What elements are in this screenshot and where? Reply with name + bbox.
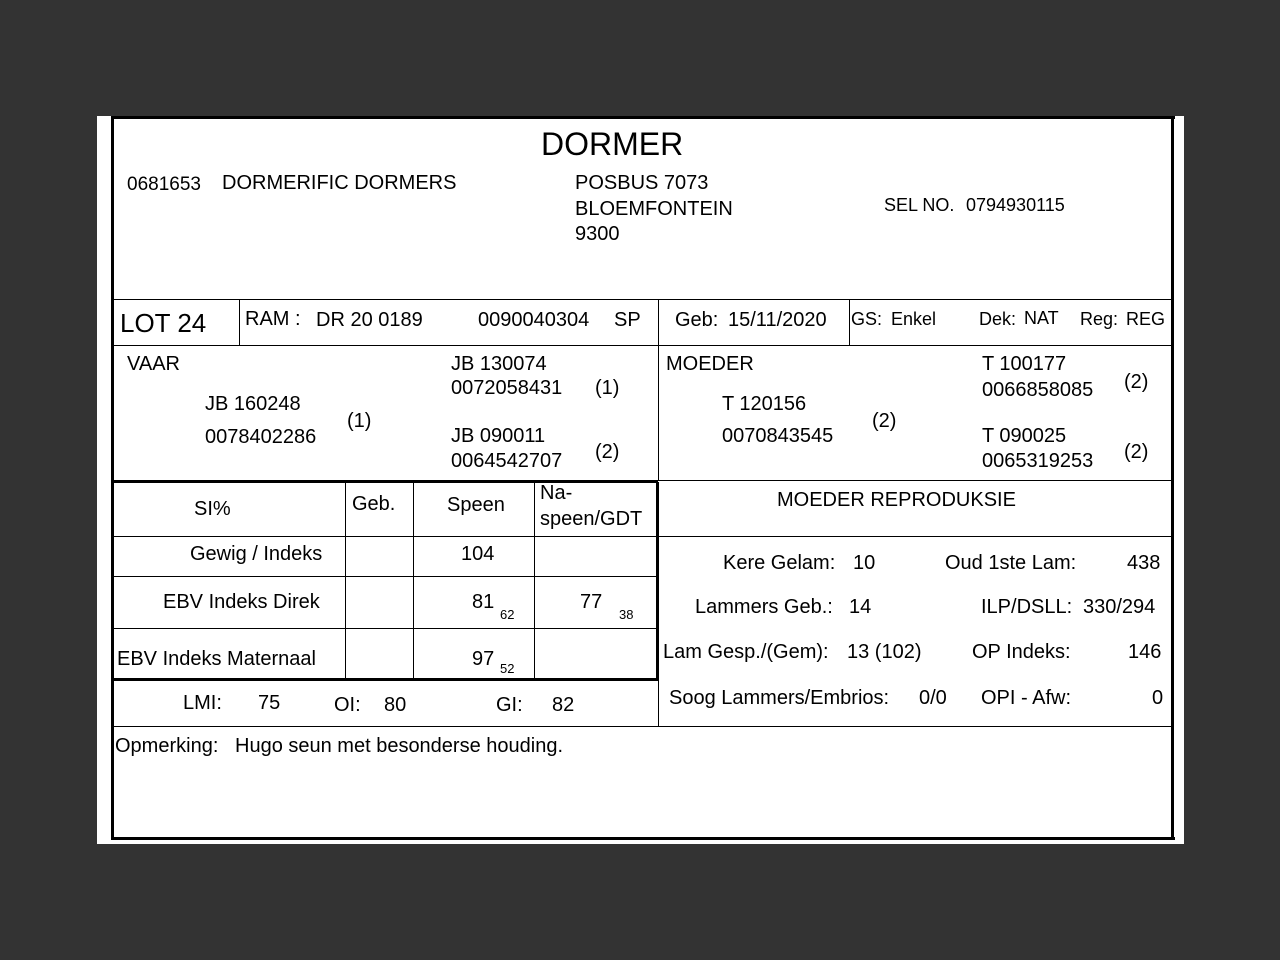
border-top: [111, 116, 1175, 119]
dam-count: (2): [872, 410, 897, 432]
lmi-label: LMI:: [183, 692, 222, 714]
op-indeks-label: OP Indeks:: [972, 641, 1071, 663]
ilp-dsll-value: 330/294: [1083, 596, 1156, 618]
remarks-text: Hugo seun met besonderse houding.: [235, 735, 564, 757]
sire-id: JB 160248: [205, 393, 301, 415]
reg-value: REG: [1126, 309, 1166, 329]
birth-label: Geb:: [675, 309, 719, 331]
rule-header: [113, 299, 1173, 300]
breed-title: DORMER: [541, 126, 684, 162]
gi-value: 82: [552, 694, 575, 716]
rule-repro-left: [658, 681, 659, 726]
rule-table-head: [113, 536, 1173, 537]
opi-afw-value: 0: [1152, 687, 1164, 709]
lmi-value: 75: [258, 692, 281, 714]
rule-row1: [113, 576, 658, 577]
lot-number: LOT 24: [120, 308, 207, 338]
header-speen: Speen: [447, 494, 505, 516]
header-na-speen: speen/GDT: [540, 508, 643, 530]
row-direk-naspeen-accuracy: 38: [619, 607, 634, 622]
gs-value: Enkel: [891, 309, 937, 329]
sire-dam-id: JB 090011: [451, 425, 546, 447]
sire-count: (1): [347, 410, 372, 432]
header-na: Na-: [540, 482, 573, 504]
address-line-2: BLOEMFONTEIN: [575, 198, 733, 220]
rule-row3: [113, 678, 658, 681]
rule-row2: [113, 628, 658, 629]
rule-pedigree-divider: [658, 346, 659, 481]
lammers-geb-value: 14: [849, 596, 872, 618]
rule-lot-divider: [239, 300, 240, 345]
op-indeks-value: 146: [1128, 641, 1162, 663]
row-maternaal-label: EBV Indeks Maternaal: [117, 648, 316, 670]
border-left: [111, 116, 114, 839]
rule-pedigree-right: [658, 480, 1173, 481]
ram-id: DR 20 0189: [316, 309, 423, 331]
row-maternaal-speen-accuracy: 52: [500, 661, 515, 676]
lammers-geb-label: Lammers Geb.:: [695, 596, 833, 618]
rule-lot: [113, 345, 1173, 346]
border-bottom: [111, 837, 1175, 840]
rule-ram-divider: [658, 300, 659, 345]
dek-value: NAT: [1024, 308, 1059, 328]
oi-value: 80: [384, 694, 407, 716]
dam-dam-count: (2): [1124, 441, 1149, 463]
row-direk-speen-accuracy: 62: [500, 607, 515, 622]
dam-label: MOEDER: [666, 353, 754, 375]
gs-label: GS:: [851, 309, 883, 329]
header-geb: Geb.: [352, 493, 396, 515]
reg-label: Reg:: [1080, 309, 1119, 329]
ram-grade: SP: [614, 309, 641, 331]
rule-geb-divider: [849, 300, 850, 345]
sire-sire-reg: 0072058431: [451, 377, 563, 399]
lam-gesp-value: 13 (102): [847, 641, 922, 663]
dam-dam-reg: 0065319253: [982, 450, 1094, 472]
row-direk-speen: 81: [472, 591, 495, 613]
border-right: [1171, 116, 1174, 839]
stud-name: DORMERIFIC DORMERS: [222, 172, 457, 194]
ram-label: RAM :: [245, 308, 301, 330]
lam-gesp-label: Lam Gesp./(Gem):: [663, 641, 829, 663]
dam-reg: 0070843545: [722, 425, 834, 447]
dam-sire-count: (2): [1124, 371, 1149, 393]
sire-sire-count: (1): [595, 377, 620, 399]
soog-lammers-value: 0/0: [919, 687, 947, 709]
row-direk-label: EBV Indeks Direk: [163, 591, 320, 613]
rule-pedigree-left: [113, 480, 658, 483]
ram-reg-no: 0090040304: [478, 309, 590, 331]
address-line-1: POSBUS 7073: [575, 172, 709, 194]
sire-dam-count: (2): [595, 441, 620, 463]
rule-col-label: [345, 482, 346, 679]
soog-lammers-label: Soog Lammers/Embrios:: [669, 687, 890, 709]
dam-sire-id: T 100177: [982, 353, 1067, 375]
row-maternaal-speen: 97: [472, 648, 495, 670]
address-line-3: 9300: [575, 223, 620, 245]
sire-label: VAAR: [127, 353, 180, 375]
sire-dam-reg: 0064542707: [451, 450, 563, 472]
cell-label: SEL NO.: [884, 195, 955, 215]
reproduction-title: MOEDER REPRODUKSIE: [777, 489, 1016, 511]
cell-number: 0794930115: [966, 195, 1065, 215]
rule-col-geb: [413, 482, 414, 679]
row-gewig-label: Gewig / Indeks: [190, 543, 323, 565]
dam-id: T 120156: [722, 393, 807, 415]
rule-col-speen: [534, 482, 535, 679]
ilp-dsll-label: ILP/DSLL:: [981, 596, 1073, 618]
birth-date: 15/11/2020: [728, 309, 827, 331]
oud-1ste-lam-label: Oud 1ste Lam:: [945, 552, 1077, 574]
member-number: 0681653: [127, 174, 201, 195]
gi-label: GI:: [496, 694, 523, 716]
opi-afw-label: OPI - Afw:: [981, 687, 1072, 709]
row-gewig-speen: 104: [461, 543, 495, 565]
header-si: SI%: [194, 498, 231, 520]
dek-label: Dek:: [979, 309, 1017, 329]
sire-reg: 0078402286: [205, 426, 317, 448]
sire-sire-id: JB 130074: [451, 353, 547, 375]
remarks-label: Opmerking:: [115, 735, 219, 757]
catalogue-sheet: [97, 116, 1184, 844]
oi-label: OI:: [334, 694, 361, 716]
kere-gelam-label: Kere Gelam:: [723, 552, 836, 574]
row-direk-naspeen: 77: [580, 591, 603, 613]
rule-indices: [113, 726, 1173, 727]
rule-table-right: [656, 482, 659, 681]
kere-gelam-value: 10: [853, 552, 876, 574]
dam-dam-id: T 090025: [982, 425, 1067, 447]
oud-1ste-lam-value: 438: [1127, 552, 1161, 574]
dam-sire-reg: 0066858085: [982, 379, 1094, 401]
